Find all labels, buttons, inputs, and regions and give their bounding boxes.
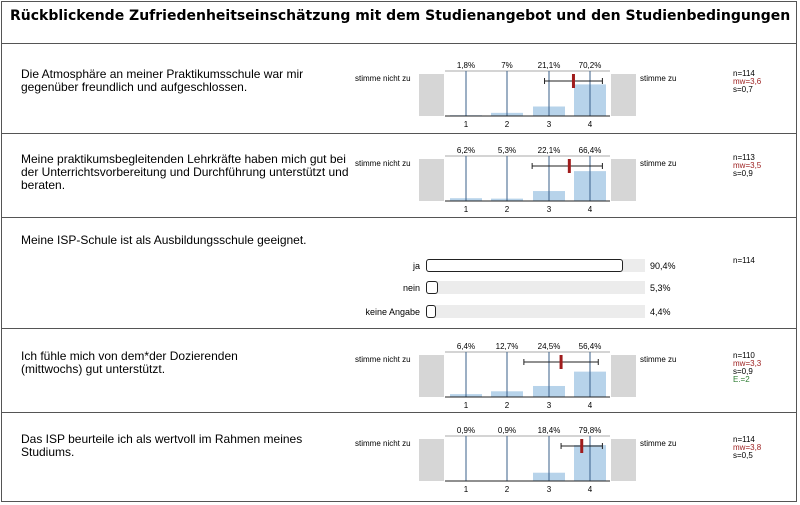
scale-label-right: stimme zu [640, 159, 677, 168]
question-3-text: Meine ISP-Schule ist als Ausbildungsschule geeignet. [21, 233, 307, 247]
stat-mean: mw=3,6 [733, 77, 762, 86]
scale-label-right: stimme zu [640, 355, 677, 364]
question-5-text: Das ISP beurteile ich als wertvoll im Rahmen meines Studiums. [21, 432, 303, 459]
scale-label-left: stimme nicht zu [355, 74, 411, 83]
scale-end-left [419, 439, 444, 481]
likert-chart-5 [445, 425, 610, 495]
stats-1 [733, 70, 761, 94]
value-label-3: 18,4% [537, 426, 561, 435]
stat-mean: mw=3,3 [733, 359, 762, 368]
stat-mean: mw=3,8 [733, 443, 762, 452]
option-bar-ja [426, 259, 623, 272]
value-label-3: 24,5% [537, 342, 561, 351]
value-label-1: 1,8% [456, 61, 476, 70]
tick-label-3: 3 [546, 485, 552, 494]
scale-label-left: stimme nicht zu [355, 355, 411, 364]
tick-label-2: 2 [504, 205, 510, 214]
option-bar-keine-angabe [426, 305, 436, 318]
value-label-1: 6,4% [456, 342, 476, 351]
scale-end-left [419, 159, 444, 201]
option-value-keine-angabe: 4,4% [650, 307, 671, 317]
value-label-3: 22,1% [537, 146, 561, 155]
question-1-text: Die Atmosphäre an meiner Praktikumsschule war mir gegenüber freundlich und aufgeschlossen. [21, 67, 304, 94]
section-divider [1, 133, 797, 134]
stat-sd: s=0,9 [733, 169, 753, 178]
mean-marker [568, 159, 571, 173]
stat-n: n=110 [733, 351, 755, 360]
question-4-text: Ich fühle mich von dem*der Dozierenden (mittwochs) gut unterstützt. [21, 349, 238, 376]
tick-label-3: 3 [546, 120, 552, 129]
section-divider [1, 328, 797, 329]
likert-chart-1 [445, 60, 610, 130]
option-label-keine-angabe: keine Angabe [365, 307, 420, 317]
scale-end-right [611, 159, 636, 201]
scale-end-right [611, 439, 636, 481]
page-title: Rückblickende Zufriedenheitseinschätzung mit dem Studienangebot und den Studienbedingungen [10, 8, 791, 24]
option-track [427, 305, 645, 318]
section-divider [1, 412, 797, 413]
scale-end-right [611, 74, 636, 116]
option-label-nein: nein [402, 283, 420, 293]
stats-3 [733, 257, 755, 265]
option-value-ja: 90,4% [650, 261, 676, 271]
scale-end-left [419, 74, 444, 116]
value-label-2: 7% [501, 61, 513, 70]
scale-end-left [419, 355, 444, 397]
tick-label-3: 3 [546, 401, 552, 410]
value-label-2: 12,7% [495, 342, 519, 351]
mean-marker [572, 74, 575, 88]
stat-n: n=114 [733, 69, 755, 78]
scale-label-left: stimme nicht zu [355, 159, 411, 168]
scale-label-right: stimme zu [640, 439, 677, 448]
mean-marker [560, 355, 563, 369]
stat-n: n=114 [733, 256, 755, 265]
stat-n: n=114 [733, 435, 755, 444]
section-divider [1, 217, 797, 218]
stat-mean: mw=3,5 [733, 161, 762, 170]
stat-sd: s=0,5 [733, 451, 753, 460]
option-track [427, 281, 645, 294]
tick-label-4: 4 [587, 485, 593, 494]
value-label-4: 66,4% [578, 146, 602, 155]
value-label-2: 5,3% [497, 146, 517, 155]
tick-label-1: 1 [463, 205, 469, 214]
value-label-4: 79,8% [578, 426, 602, 435]
value-label-1: 6,2% [456, 146, 476, 155]
option-bar-nein [426, 281, 438, 294]
mean-marker [580, 439, 583, 453]
tick-label-3: 3 [546, 205, 552, 214]
question-2-text: Meine praktikumsbegleitenden Lehrkräfte haben mich gut bei der Unterrichtsvorbereitung und Durchführung unterstützt und beraten. [21, 152, 349, 192]
tick-label-2: 2 [504, 401, 510, 410]
stat-abstentions: E.=2 [733, 375, 750, 384]
option-value-nein: 5,3% [650, 283, 671, 293]
tick-label-2: 2 [504, 485, 510, 494]
tick-label-4: 4 [587, 205, 593, 214]
stat-sd: s=0,9 [733, 367, 753, 376]
stat-sd: s=0,7 [733, 85, 753, 94]
tick-label-2: 2 [504, 120, 510, 129]
tick-label-1: 1 [463, 401, 469, 410]
tick-label-1: 1 [463, 485, 469, 494]
likert-chart-2 [445, 145, 610, 215]
scale-label-right: stimme zu [640, 74, 677, 83]
tick-label-4: 4 [587, 401, 593, 410]
value-label-2: 0,9% [497, 426, 517, 435]
value-label-3: 21,1% [537, 61, 561, 70]
stats-5 [733, 436, 761, 460]
scale-label-left: stimme nicht zu [355, 439, 411, 448]
likert-chart-4 [445, 341, 610, 411]
tick-label-1: 1 [463, 120, 469, 129]
tick-label-4: 4 [587, 120, 593, 129]
stat-n: n=113 [733, 153, 755, 162]
scale-end-right [611, 355, 636, 397]
option-label-ja: ja [412, 261, 420, 271]
stats-2 [733, 154, 761, 178]
value-label-1: 0,9% [456, 426, 476, 435]
title-divider [1, 43, 797, 44]
stats-4 [733, 352, 761, 384]
value-label-4: 56,4% [578, 342, 602, 351]
value-label-4: 70,2% [578, 61, 602, 70]
